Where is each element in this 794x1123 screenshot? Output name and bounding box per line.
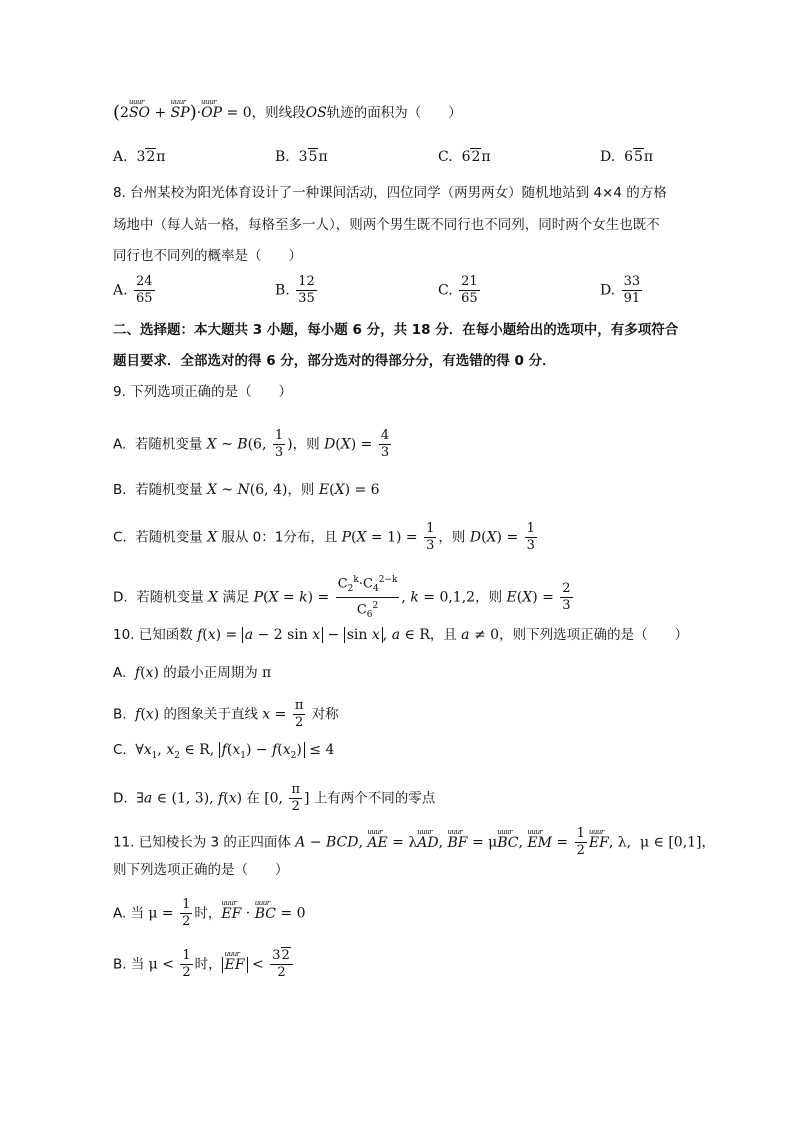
q7-option-a: A. 32π (113, 149, 166, 165)
q9-stem: 9. 下列选项正确的是（ ） (113, 384, 293, 400)
q8-stem-line-2: 场地中（每人站一格，每格至多一人），则两个男生既不同行也不同列，同时两个女生也既不 (113, 217, 660, 233)
q8-stem-line-3: 同行也不同列的概率是（ ） (113, 248, 302, 264)
q8-option-a: A. $\frac{24}{65}$ (113, 274, 153, 306)
q11-stem-line-2: 则下列选项正确的是（ ） (113, 862, 289, 878)
q10-option-c: C. $\forall x_1$, $x_2$ ∈ R, $f(x_1) - f(x_2) \le 4$ (113, 742, 335, 761)
q7-option-b: B. 35π (275, 149, 328, 165)
q8-c-num: 21 (461, 274, 478, 289)
q8-stem-line-1: 8. 台州某校为阳光体育设计了一种课间活动，四位同学（两男两女）随机地站到 4×4 的方格 (113, 185, 667, 201)
q8-c-den: 65 (461, 291, 478, 306)
section-2-heading-line-2: 题目要求．全部选对的得 6 分，部分选对的得部分分，有选错的得 0 分． (113, 353, 556, 369)
q10-stem: 10. 已知函数 f(x) = a − 2 sin x − sin x , a ∈ R，且 a ≠ 0，则下列选项正确的是（ ） (113, 627, 689, 643)
q8-a-den: 65 (136, 291, 153, 306)
q9-option-d: D. 若随机变量 X 满足 P(X = k) = $\frac{C_2^k\cdot C_4^{2-k}}{C_6^2}$ , k = 0,1,2，则 E(X) = $\frac{2}{3}$ (113, 572, 575, 623)
section-2-heading-line-1: 二、选择题：本大题共 3 小题，每小题 6 分，共 18 分．在每小题给出的选项中，有多项符合 (113, 322, 679, 338)
q8-d-num: 33 (623, 274, 641, 289)
q8-b-den: 35 (298, 291, 315, 306)
q9-option-b: B. 若随机变量 X ~ N(6, 4)，则 E(X) = 6 (113, 482, 380, 498)
q11-stem: 11. 已知棱长为 3 的正四面体 A − BCD, uuur AE = λuuur AD, uuur BF = μuuur BC, uuur EM = $\frac{1}{2}$ uuur EF, λ, μ ∈ [0,1]， (113, 826, 715, 859)
q7-option-d: D. 65π (600, 149, 654, 165)
q8-b-num: 12 (298, 274, 315, 289)
q8-a-num: 24 (136, 274, 153, 289)
q10-option-a: A. f(x) 的最小正周期为 π (113, 665, 272, 681)
q10-option-b: B. f(x) 的图象关于直线 x = $\frac{\pi}{2}$ 对称 (113, 698, 339, 730)
q10-option-d: D. ∃a ∈ (1, 3), f(x) 在 [0, $\frac{\pi}{2}$ ] 上有两个不同的零点 (113, 782, 436, 814)
q8-d-den: 91 (623, 291, 641, 306)
q7-continuation: (2uuur SO + uuur SP)·uuur OP = 0，则线段OS轨迹的面积为（ ） (113, 103, 462, 123)
q8-option-b: B. $\frac{12}{35}$ (275, 274, 315, 306)
q7-option-c: C. 62π (438, 149, 491, 165)
q8-option-c: C. $\frac{21}{65}$ (438, 274, 478, 306)
q11-option-b: B. 当 μ < $\frac{1}{2}$ 时，uuur EF < $\frac{32}{2}$ (113, 948, 295, 981)
q11-option-a: A. 当 μ = $\frac{1}{2}$ 时，uuur EF · uuur BC = 0 (113, 897, 306, 930)
q9-option-c: C. 若随机变量 X 服从 0：1分布，且 P(X = 1) = $\frac{1}{3}$ ，则 D(X) = $\frac{1}{3}$ (113, 521, 535, 553)
q8-option-d: D. $\frac{33}{91}$ (600, 274, 641, 306)
q9-option-a: A. 若随机变量 X ~ B(6, $\frac{1}{3}$ )，则 D(X) = $\frac{4}{3}$ (113, 428, 390, 460)
